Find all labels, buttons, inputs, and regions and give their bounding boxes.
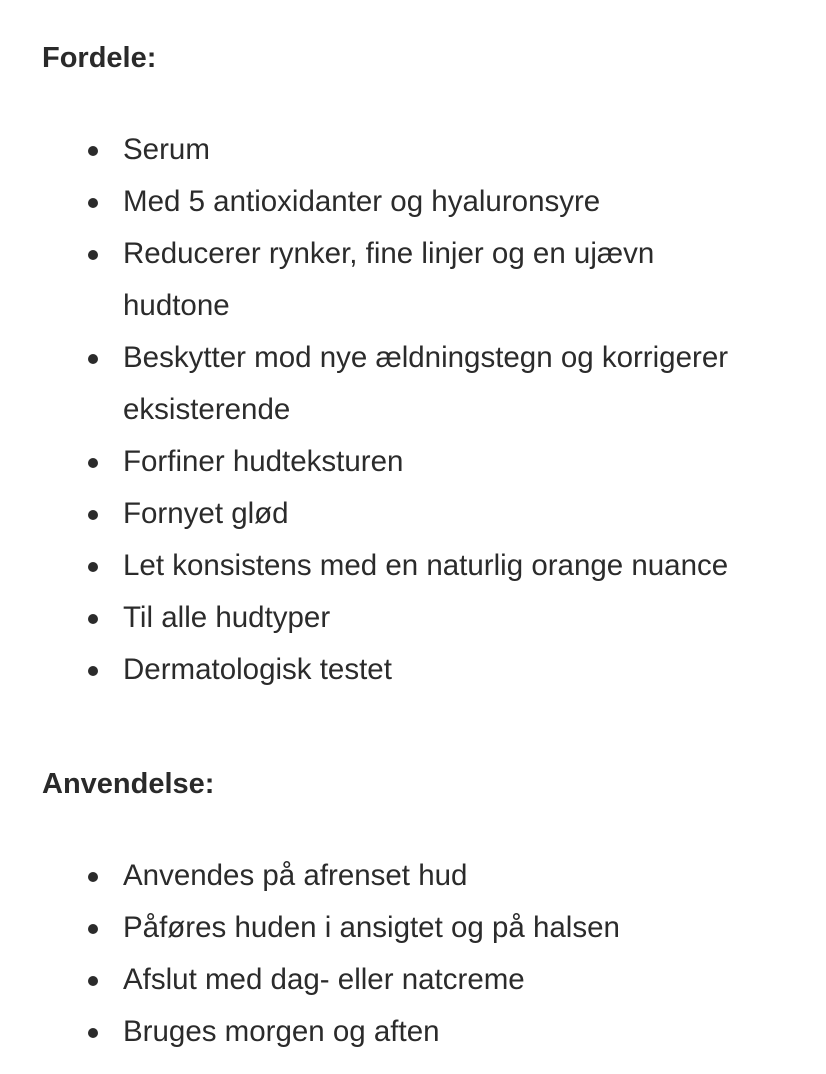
list-item <box>0 1006 826 1058</box>
section-heading-anvendelse: Anvendelse: <box>42 768 215 800</box>
list-item-text: Med 5 antioxidanter og hyaluronsyre <box>123 185 601 218</box>
list-item-text: Til alle hudtyper <box>123 601 331 634</box>
bullet-icon <box>88 976 98 986</box>
list-item <box>0 228 826 332</box>
bullet-icon <box>88 924 98 934</box>
bullet-icon <box>88 1028 98 1038</box>
bullet-icon <box>88 458 98 468</box>
list-item-text: Fornyet glød <box>123 497 289 530</box>
list-item <box>0 176 826 228</box>
bullet-icon <box>88 198 98 208</box>
list-item-text: Beskytter mod nye ældningstegn og korrigerer eksisterende <box>123 341 729 426</box>
list-item <box>0 124 826 176</box>
benefits-list <box>0 124 826 696</box>
bullet-icon <box>88 666 98 676</box>
list-item-text: Påføres huden i ansigtet og på halsen <box>123 911 620 944</box>
bullet-icon <box>88 562 98 572</box>
list-item <box>0 436 826 488</box>
list-item-text: Dermatologisk testet <box>123 653 392 686</box>
bullet-icon <box>88 250 98 260</box>
bullet-icon <box>88 354 98 364</box>
list-item-text: Forfiner hudteksturen <box>123 445 404 478</box>
list-item-text: Afslut med dag- eller natcreme <box>123 963 525 996</box>
list-item <box>0 902 826 954</box>
list-item-text: Reducerer rynker, fine linjer og en ujævn hudtone <box>123 237 655 322</box>
list-item-text: Let konsistens med en naturlig orange nuance <box>123 549 729 582</box>
list-item-text: Serum <box>123 133 210 166</box>
list-item-text: Bruges morgen og aften <box>123 1015 440 1048</box>
list-item <box>0 488 826 540</box>
bullet-icon <box>88 146 98 156</box>
bullet-icon <box>88 614 98 624</box>
usage-list <box>0 850 826 1058</box>
list-item <box>0 850 826 902</box>
bullet-icon <box>88 510 98 520</box>
section-heading-fordele: Fordele: <box>42 42 157 74</box>
bullet-icon <box>88 872 98 882</box>
list-item-text: Anvendes på afrenset hud <box>123 859 468 892</box>
list-item <box>0 954 826 1006</box>
list-item <box>0 592 826 644</box>
list-item <box>0 644 826 696</box>
list-item <box>0 332 826 436</box>
list-item <box>0 540 826 592</box>
